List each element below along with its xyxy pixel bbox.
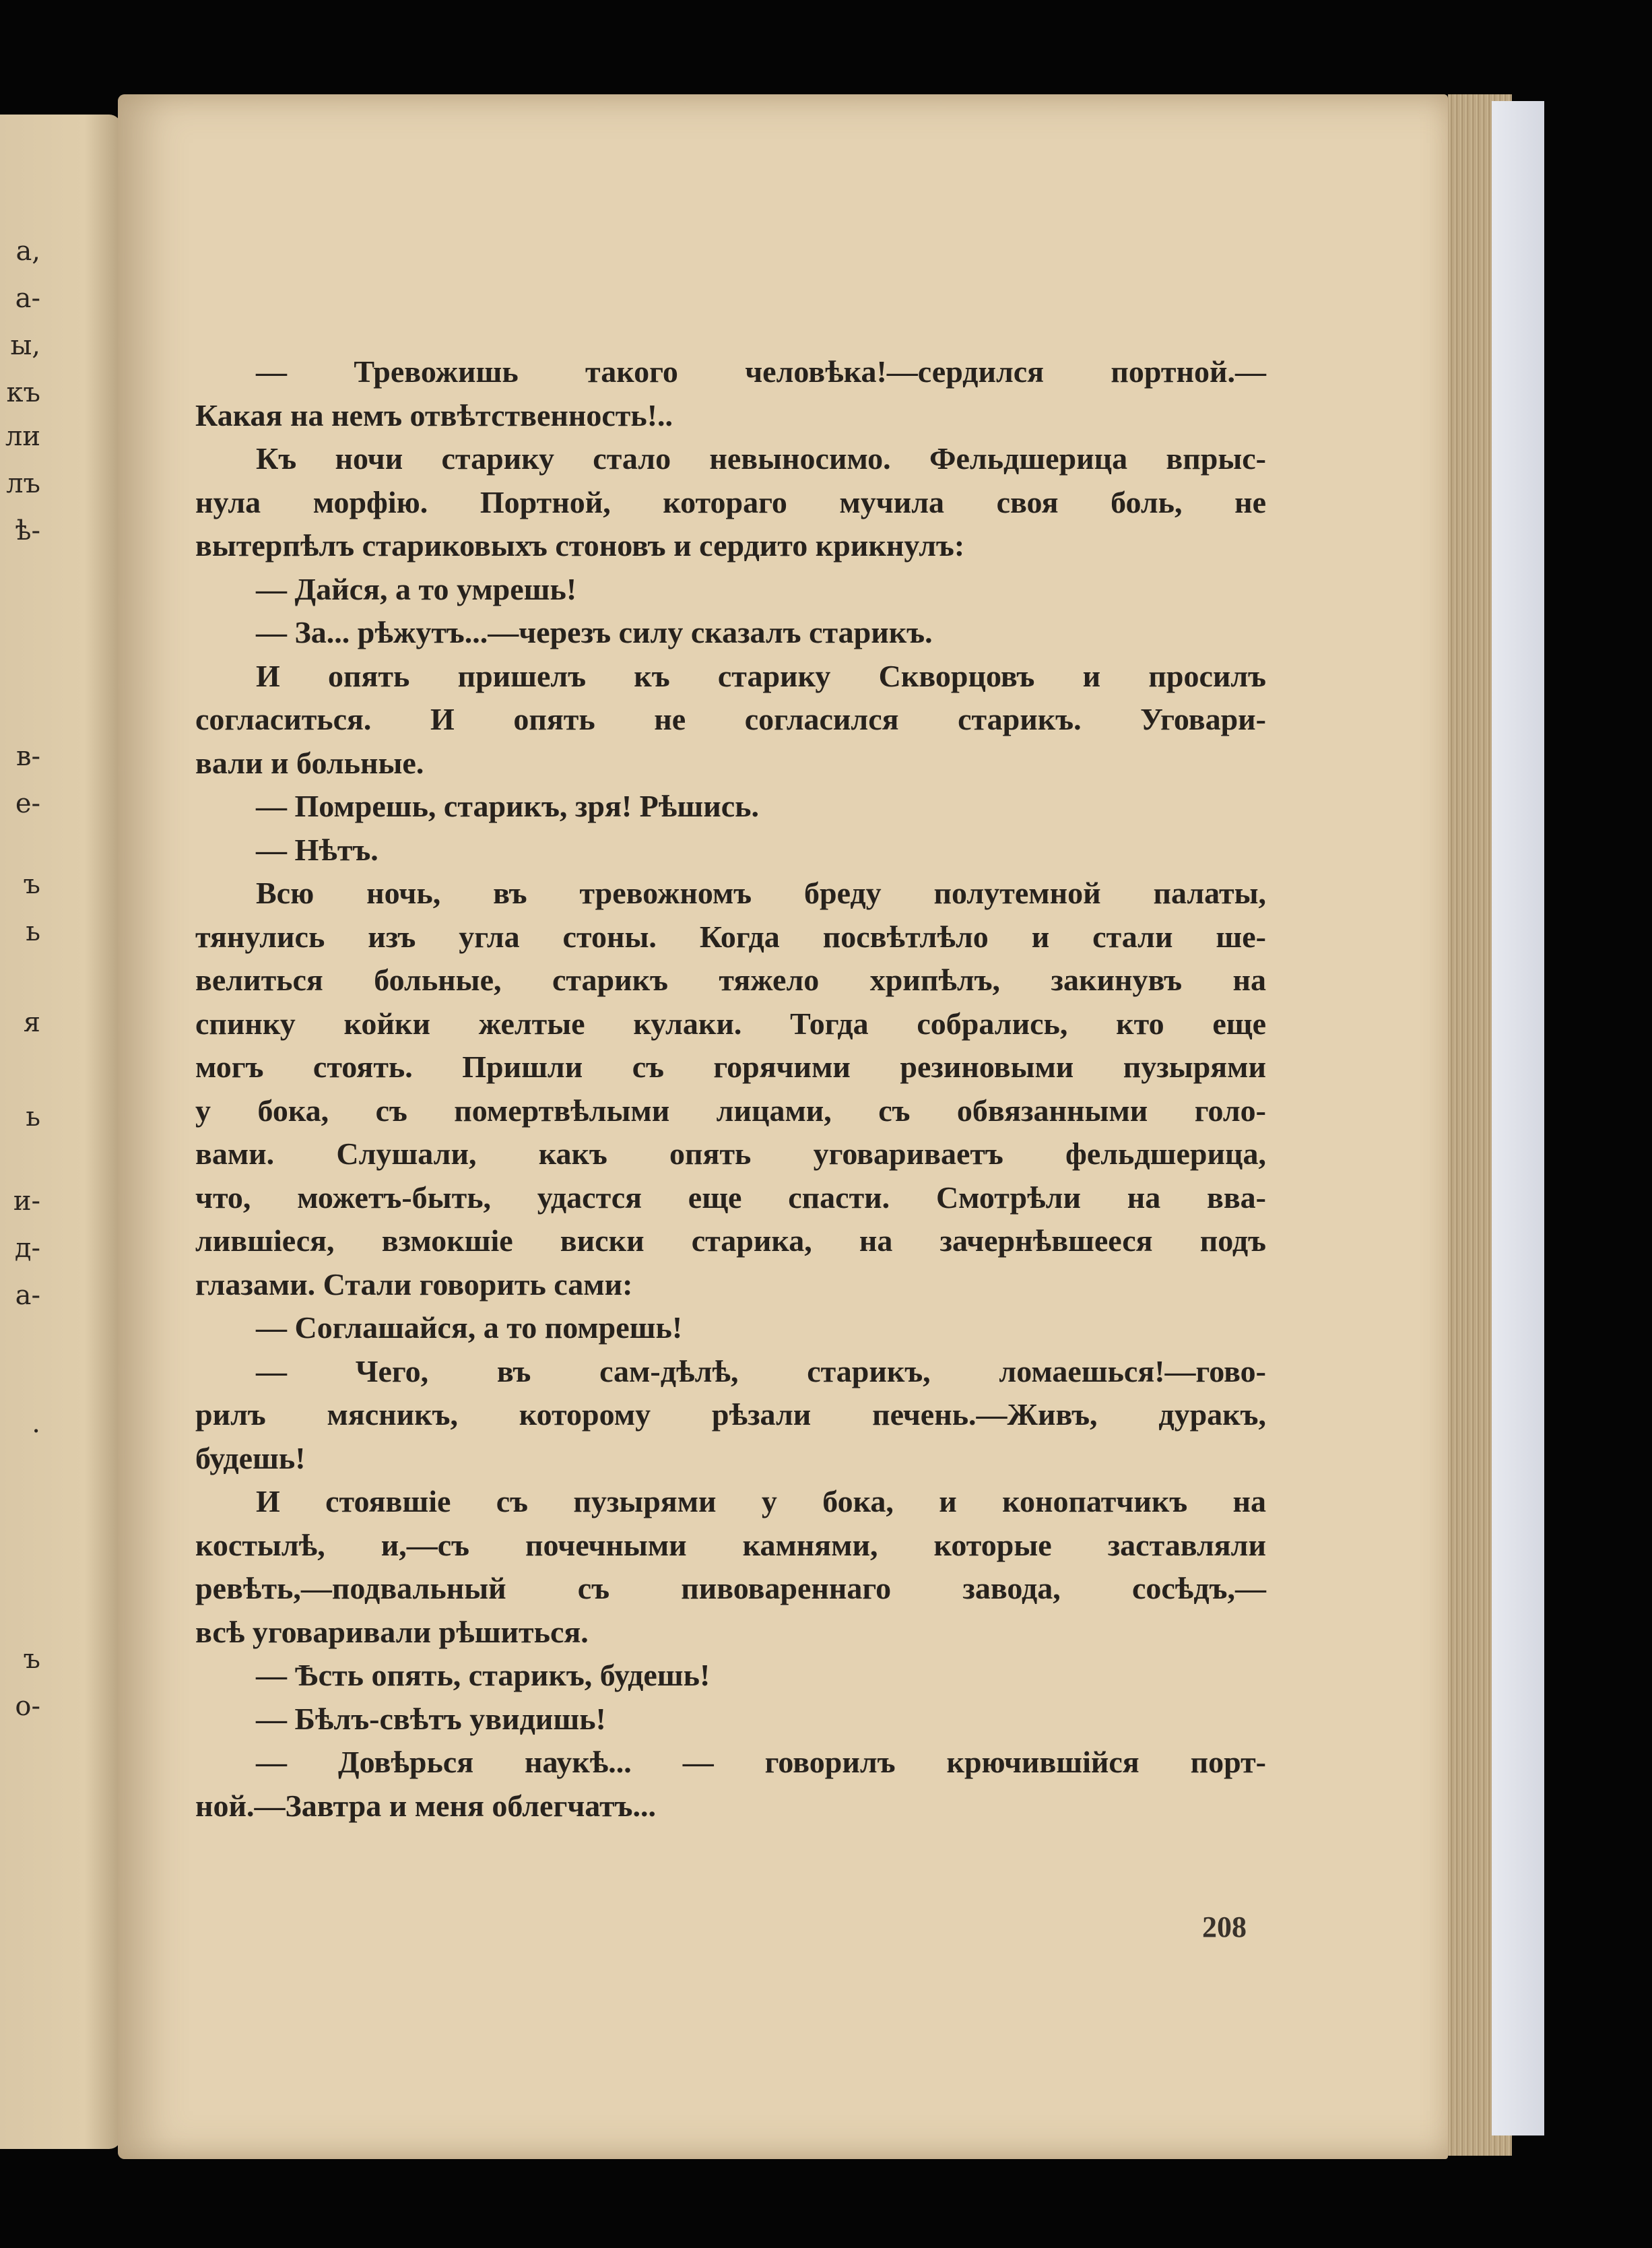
text-line: вали и больные. — [195, 745, 424, 780]
text-line: Къ ночи старику стало невыносимо. Фельдшерица впрыс- — [256, 441, 1266, 476]
left-page-fragment: ъ — [23, 869, 40, 900]
text-line: И опять пришелъ къ старику Скворцовъ и просилъ — [256, 658, 1266, 693]
text-line: — Тревожишь такого человѣка!—сердился портной.— — [256, 354, 1266, 389]
text-line: что, можетъ-быть, удастся еще спасти. Смотрѣли на ввa- — [195, 1180, 1266, 1215]
text-line: вами. Слушали, какъ опять уговариваетъ фельдшерица, — [195, 1136, 1266, 1171]
left-page-fragment: о- — [15, 1691, 40, 1722]
text-line: ревѣть,—подвальный съ пивовареннаго завода, сосѣдъ,— — [195, 1571, 1266, 1605]
left-page-edge — [0, 115, 121, 2149]
text-line: ной.—Завтра и меня облегчатъ... — [195, 1788, 657, 1823]
left-page-fragment: я — [23, 1007, 40, 1038]
text-line: — Помрешь, старикъ, зря! Рѣшись. — [256, 789, 759, 823]
left-page-fragment: ѣ- — [15, 515, 40, 546]
left-page-fragment: ь — [26, 916, 40, 947]
text-line: — Довѣрься наукѣ... — говорилъ крючившiйся порт- — [256, 1745, 1266, 1779]
text-line: всѣ уговаривали рѣшиться. — [195, 1614, 589, 1649]
text-line: — За... рѣжутъ...—черезъ силу сказалъ старикъ. — [256, 615, 933, 649]
left-page-fragment: а- — [15, 283, 40, 314]
text-line: согласиться. И опять не согласился старикъ. Уговари- — [195, 702, 1266, 736]
text-line: велиться больные, старикъ тяжело хрипѣлъ, закинувъ на — [195, 963, 1266, 997]
left-page-fragment: ъ — [23, 1644, 40, 1675]
book-cover-edge — [1492, 101, 1544, 2135]
text-line: могъ стоять. Пришли съ горячими резиновыми пузырями — [195, 1050, 1266, 1084]
left-page-fragment: д- — [14, 1233, 40, 1264]
page-number: 208 — [1202, 1910, 1247, 1944]
left-page-fragment: ли — [5, 421, 40, 452]
text-line: нула морфiю. Портной, котораго мучила своя боль, не — [195, 484, 1266, 519]
text-line: — Дайся, а то умрешь! — [256, 571, 577, 606]
text-line: вытерпѣлъ стариковыхъ стоновъ и сердито крикнулъ: — [195, 528, 965, 563]
text-line: глазами. Стали говорить сами: — [195, 1266, 633, 1302]
text-line: тянулись изъ угла стоны. Когда посвѣтлѣло и стали ше- — [195, 919, 1266, 954]
text-line: — Чего, въ сам-дѣлѣ, старикъ, ломаешься!—гово- — [256, 1353, 1266, 1388]
left-page-fragment: . — [32, 1408, 40, 1439]
left-page-fragment: лъ — [6, 468, 40, 499]
text-line: Всю ночь, въ тревожномъ бреду полутемной палаты, — [256, 876, 1266, 910]
text-line: И стоявшiе съ пузырями у бока, и конопатчикъ на — [256, 1484, 1266, 1518]
left-page-fragment: а, — [15, 236, 40, 267]
left-page-fragment: а- — [15, 1280, 40, 1311]
text-line: лившiеся, взмокшiе виски старика, на зачернѣвшееся подъ — [195, 1223, 1266, 1258]
text-line: будешь! — [195, 1440, 306, 1475]
text-line: костылѣ, и,—съ почечными камнями, которые заставляли — [195, 1527, 1266, 1562]
left-page-fragment: е- — [15, 788, 40, 819]
text-line: — Бѣлъ-свѣтъ увидишь! — [256, 1701, 606, 1736]
text-line: у бока, съ помертвѣлыми лицами, съ обвязанными голо- — [195, 1093, 1266, 1128]
text-line: спинку койки желтые кулаки. Тогда собрались, кто еще — [195, 1006, 1266, 1041]
text-line: рилъ мясникъ, которому рѣзали печень.—Живъ, дуракъ, — [195, 1397, 1266, 1432]
left-page-fragment: ы, — [10, 330, 40, 361]
text-line: Какая на немъ отвѣтственность!.. — [195, 397, 673, 432]
text-line: — Соглашайся, а то помрешь! — [256, 1310, 683, 1345]
text-line: — Ѣсть опять, старикъ, будешь! — [256, 1658, 711, 1692]
left-page-fragment: и- — [13, 1186, 40, 1217]
left-page-fragment: ь — [26, 1101, 40, 1132]
page-text — [195, 350, 1266, 1828]
left-page-fragment: в- — [15, 741, 40, 772]
left-page-fragment: къ — [6, 377, 40, 408]
text-line: — Нѣтъ. — [256, 832, 378, 867]
